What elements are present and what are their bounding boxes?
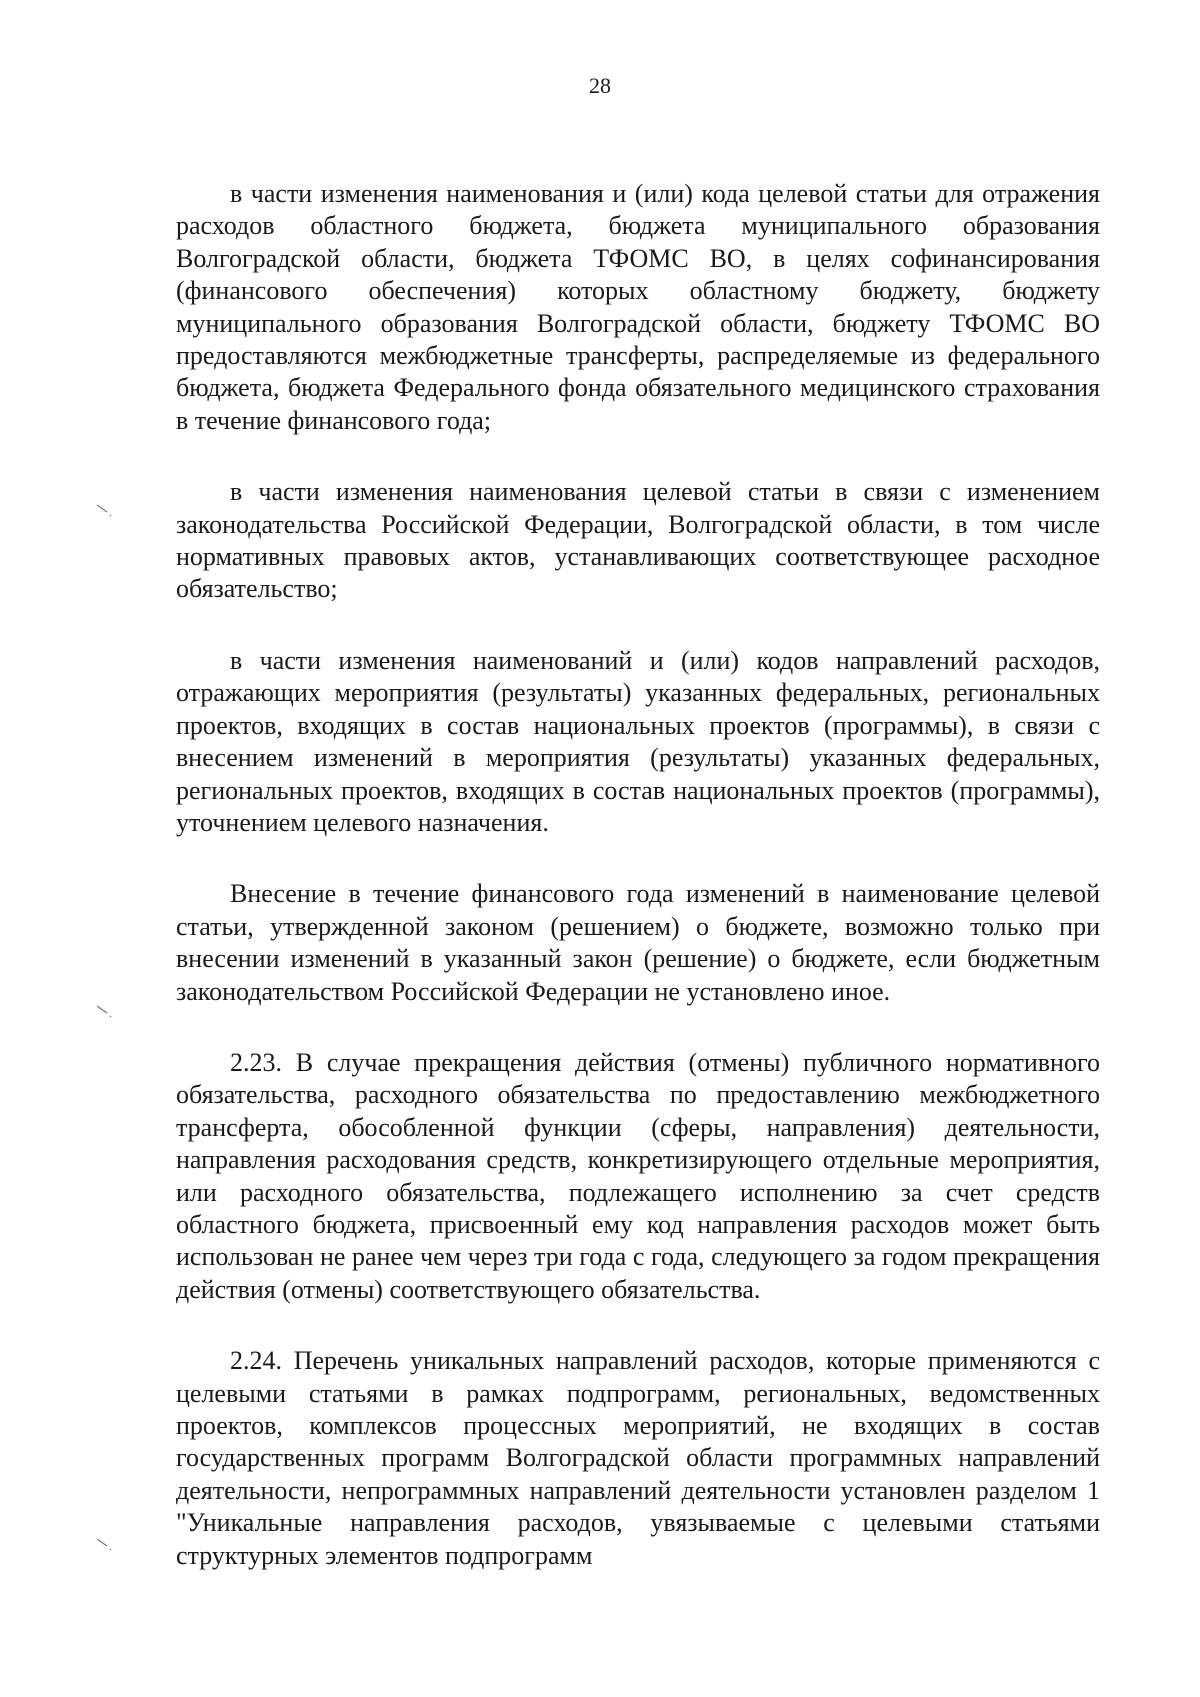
document-body bbox=[176, 178, 1100, 1572]
margin-mark-icon bbox=[96, 504, 114, 518]
margin-mark-icon bbox=[96, 1538, 114, 1552]
paragraph: Внесение в течение финансового года изменений в наименование целевой статьи, утвержденной законом (решением) о бюджете, возможно только при внесении изменений в указанный закон (решение) о бюджете, если бюджетным законодательством Российской Федерации не установлено иное. bbox=[176, 879, 1100, 1006]
paragraph-section-2-23: 2.23. В случае прекращения действия (отмены) публичного нормативного обязательства, расходного обязательства по предоставлению межбюджетного трансферта, обособленной функции (сферы, направления) деятельности, направления расходования средств, конкретизирующего отдельные мероприятия, или расходного обязательства, подлежащего исполнению за счет средств областного бюджета, присвоенный ему код направления расходов может быть использован не ранее чем через три года с года, следующего за годом прекращения действия (отмены) соответствующего обязательства. bbox=[176, 1047, 1100, 1304]
paragraph: в части изменения наименования целевой статьи в связи с изменением законодательства Российской Федерации, Волгоградской области, в том числе нормативных правовых актов, устанавливающих соответствующее расходное обязательство; bbox=[176, 477, 1100, 604]
page-number: 28 bbox=[589, 73, 611, 98]
paragraph: в части изменения наименований и (или) кодов направлений расходов, отражающих мероприятия (результаты) указанных федеральных, региональных проектов, входящих в состав национальных проектов (программы), в связи с внесением изменений в мероприятия (результаты) указанных федеральных, региональных проектов, входящих в состав национальных проектов (программы), уточнением целевого назначения. bbox=[176, 645, 1100, 837]
margin-mark-icon bbox=[96, 1005, 114, 1019]
paragraph: в части изменения наименования и (или) кода целевой статьи для отражения расходов областного бюджета, бюджета муниципального образования Волгоградской области, бюджета ТФОМС ВО, в целях софинансирования (финансового обеспечения) которых областному бюджету, бюджету муниципального образования Волгоградской области, бюджету ТФОМС ВО предоставляются межбюджетные трансферты, распределяемые из федерального бюджета, бюджета Федерального фонда обязательного медицинского страхования в течение финансового года; bbox=[176, 179, 1100, 435]
paragraph-section-2-24: 2.24. Перечень уникальных направлений расходов, которые применяются с целевыми статьями в рамках подпрограмм, региональных, ведомственных проектов, комплексов процессных мероприятий, не входящих в состав государственных программ Волгоградской области программных направлений деятельности, непрограммных направлений деятельности установлен разделом 1 "Уникальные направления расходов, увязываемые с целевыми статьями структурных элементов подпрограмм bbox=[176, 1346, 1100, 1570]
